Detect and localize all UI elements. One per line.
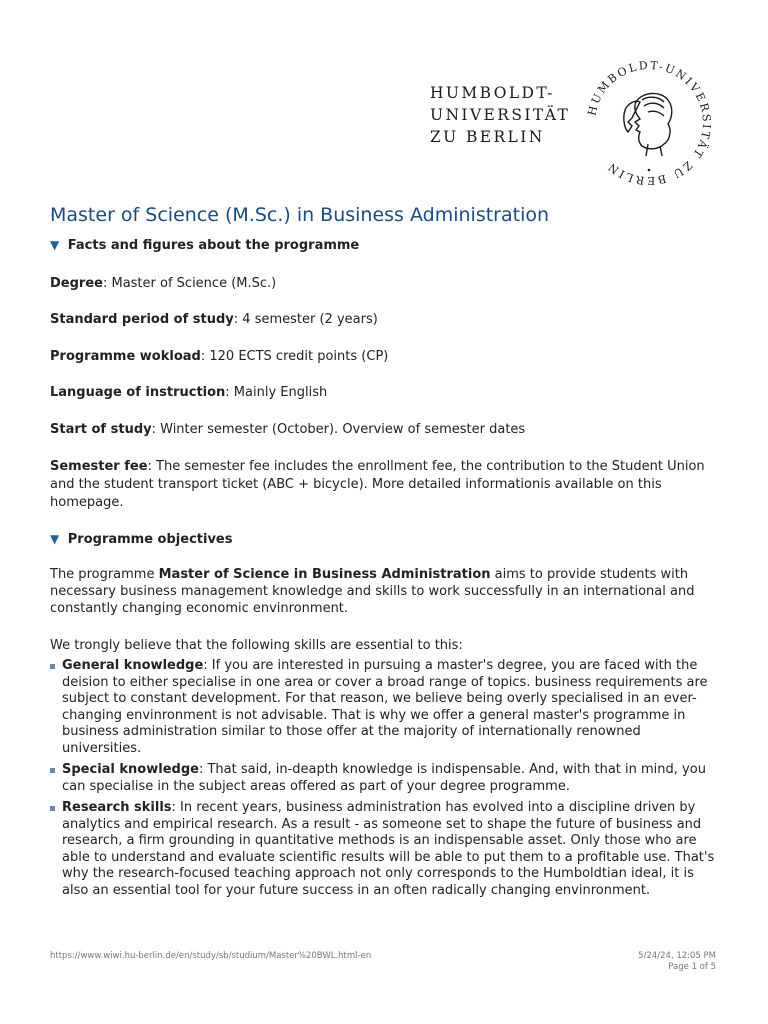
skill-label: General knowledge — [62, 658, 204, 673]
fact-degree — [50, 275, 720, 293]
bullet-square-icon — [50, 768, 55, 773]
fact-workload — [50, 348, 720, 366]
bullet-square-icon — [50, 664, 55, 669]
list-item — [50, 658, 720, 757]
objectives-intro — [50, 566, 720, 617]
skill-label: Research skills — [62, 800, 172, 815]
fact-value: : Winter semester (October). Overview of semester dates — [151, 422, 526, 437]
skill-text: : If you are interested in pursuing a master's degree, you are faced with the deision to either specialise in one area or cover a broad range of topics. business requirements are subject to constant development. For that reason, we believe being overly specialised in an ever-changing envinronment is not advisable. That is why we offer a general master's programme in business administration similar to those offer at the majority of internationally renowned universities. — [62, 658, 708, 756]
svg-text:HUMBOLDT-UNIVERSITÄT ZU BERLIN — [585, 59, 713, 187]
fact-label: Semester fee — [50, 459, 148, 474]
university-seal-icon — [578, 52, 720, 194]
fact-value: : Master of Science (M.Sc.) — [102, 276, 277, 291]
university-logo — [430, 52, 720, 192]
fact-value: : 120 ECTS credit points (CP) — [200, 349, 389, 364]
footer-datetime: 5/24/24, 12:05 PM — [638, 951, 716, 961]
page-title: Master of Science (M.Sc.) in Business Administration — [50, 204, 550, 226]
logo-line-3: ZU BERLIN — [430, 128, 545, 146]
skill-text: : That said, in-deapth knowledge is indispensable. And, with that in mind, you can specialise in the subject areas offered as part of your degree programme. — [62, 762, 706, 794]
bullet-square-icon — [50, 806, 55, 811]
logo-line-1: HUMBOLDT- — [430, 84, 555, 102]
facts-section-heading: Facts and figures about the programme — [67, 238, 360, 253]
objectives-section-heading: Programme objectives — [67, 532, 233, 547]
intro-suffix: aims to provide students with necessary business management knowledge and skills to work successfully in an international and constantly changing economic envinronment. — [50, 567, 695, 616]
fact-label: Standard period of study — [50, 312, 234, 327]
expand-triangle-icon: ▼ — [50, 532, 60, 546]
logo-wordmark — [430, 82, 570, 148]
fact-value: : Mainly English — [225, 385, 328, 400]
list-item — [50, 800, 720, 899]
skill-text: : In recent years, business administration has evolved into a discipline driven by analytics and empirical research. As a result - as someone set to shape the future of business and research, a firm grounding in quantitative methods is an indispensable asset. Only those who are able to understand and evaluate scientific results will be able to put them to a profitable use. That's why the research-focused teaching approach not only corresponds to the Humboldtian ideal, it is also an essential tool for your future success in an often radically changing envinronment. — [62, 800, 715, 898]
fact-start-of-study — [50, 421, 720, 439]
footer-page-number: Page 1 of 5 — [668, 962, 716, 972]
fact-label: Start of study — [50, 422, 152, 437]
fact-study-period — [50, 311, 720, 329]
skills-list — [50, 658, 720, 904]
footer-meta — [638, 951, 716, 973]
seal-text: HUMBOLDT-UNIVERSITÄT ZU BERLIN — [585, 58, 714, 188]
fact-label: Programme wokload — [50, 349, 201, 364]
fact-label: Language of instruction — [50, 385, 226, 400]
fact-label: Degree — [50, 276, 103, 291]
list-item — [50, 762, 720, 795]
logo-line-2: UNIVERSITÄT — [430, 106, 571, 124]
facts-section-toggle[interactable] — [50, 238, 359, 253]
skill-label: Special knowledge — [62, 762, 199, 777]
skills-lead: We trongly believe that the following skills are essential to this: — [50, 638, 463, 653]
fact-semester-fee — [50, 458, 720, 512]
fact-value: : 4 semester (2 years) — [233, 312, 378, 327]
fact-value: : The semester fee includes the enrollment fee, the contribution to the Student Union and the student transport ticket (ABC + bicycle). More detailed informationis available on this homepage. — [50, 459, 705, 510]
intro-programme-name: Master of Science in Business Administration — [158, 567, 491, 582]
footer-url: https://www.wiwi.hu-berlin.de/en/study/sb/studium/Master%20BWL.html-en — [50, 951, 372, 961]
expand-triangle-icon: ▼ — [50, 238, 60, 252]
fact-language — [50, 384, 720, 402]
objectives-section-toggle[interactable] — [50, 532, 232, 547]
intro-prefix: The programme — [50, 567, 159, 582]
